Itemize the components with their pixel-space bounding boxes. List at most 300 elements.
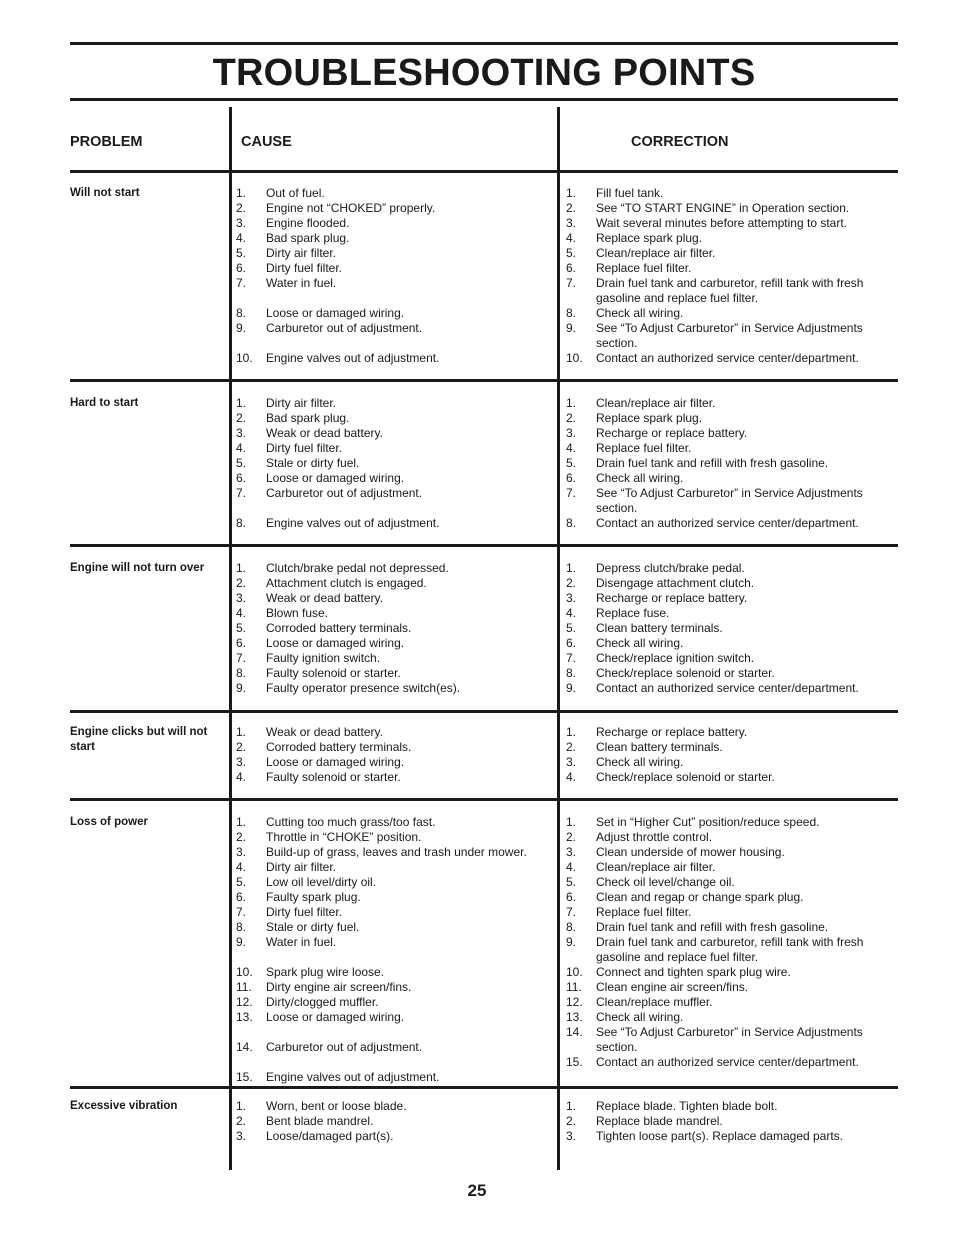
item-number: 4. <box>236 606 247 620</box>
item-text: Worn, bent or loose blade. <box>266 1099 407 1113</box>
cause-item <box>236 920 554 935</box>
correction-item <box>566 591 896 606</box>
title-rule <box>70 98 898 101</box>
item-number: 4. <box>566 606 577 620</box>
item-text: Set in “Higher Cut” position/reduce speed. <box>596 815 820 829</box>
correction-item <box>566 351 896 366</box>
item-number: 5. <box>236 875 247 889</box>
item-number: 7. <box>236 905 247 919</box>
item-text: Stale or dirty fuel. <box>266 920 360 934</box>
item-number: 1. <box>566 1099 577 1113</box>
item-text: Recharge or replace battery. <box>596 725 748 739</box>
item-text: Engine not “CHOKED” properly. <box>266 201 436 215</box>
item-text: Engine valves out of adjustment. <box>266 1070 440 1084</box>
correction-list <box>566 725 896 785</box>
item-number: 7. <box>236 276 247 290</box>
cause-item <box>236 725 554 740</box>
correction-item <box>566 651 896 666</box>
item-number: 6. <box>566 471 577 485</box>
item-number: 4. <box>566 770 577 784</box>
cause-item <box>236 231 554 246</box>
item-number: 7. <box>566 276 577 290</box>
item-text: Check oil level/change oil. <box>596 875 735 889</box>
item-number: 1. <box>566 815 577 829</box>
correction-item <box>566 411 896 426</box>
item-text: See “TO START ENGINE” in Operation section. <box>596 201 850 215</box>
correction-item <box>566 246 896 261</box>
item-number: 1. <box>236 561 247 575</box>
item-text: Clean battery terminals. <box>596 740 723 754</box>
item-number: 8. <box>236 920 247 934</box>
column-divider-correction <box>557 107 560 1170</box>
item-number: 5. <box>566 621 577 635</box>
item-number: 3. <box>566 755 577 769</box>
item-text: Contact an authorized service center/department. <box>596 681 859 695</box>
correction-item <box>566 920 896 935</box>
item-text: Contact an authorized service center/department. <box>596 516 859 530</box>
item-number: 4. <box>566 860 577 874</box>
cause-item <box>236 201 554 216</box>
cause-item <box>236 471 554 486</box>
item-text: Recharge or replace battery. <box>596 426 748 440</box>
item-number: 4. <box>236 441 247 455</box>
item-number: 2. <box>566 830 577 844</box>
correction-item <box>566 276 896 306</box>
correction-item <box>566 426 896 441</box>
cause-item <box>236 351 554 366</box>
item-text: Check all wiring. <box>596 636 684 650</box>
correction-item <box>566 681 896 696</box>
item-number: 11. <box>566 980 582 994</box>
item-number: 8. <box>566 920 577 934</box>
item-text: Loose or damaged wiring. <box>266 471 405 485</box>
cause-item <box>236 740 554 755</box>
cause-item <box>236 456 554 471</box>
item-text: Replace fuse. <box>596 606 670 620</box>
correction-item <box>566 980 896 995</box>
item-text: Depress clutch/brake pedal. <box>596 561 745 575</box>
cause-item <box>236 1070 554 1085</box>
item-number: 1. <box>236 725 247 739</box>
item-number: 8. <box>236 306 247 320</box>
item-text: Connect and tighten spark plug wire. <box>596 965 791 979</box>
item-text: Wait several minutes before attempting to start. <box>596 216 847 230</box>
item-text: Water in fuel. <box>266 276 337 290</box>
item-text: Corroded battery terminals. <box>266 740 412 754</box>
item-text: Loose or damaged wiring. <box>266 755 405 769</box>
page-number: 25 <box>467 1181 487 1200</box>
item-text: Dirty engine air screen/fins. <box>266 980 412 994</box>
cause-item <box>236 1040 554 1055</box>
correction-list <box>566 186 896 366</box>
item-number: 10. <box>566 351 583 365</box>
item-number: 9. <box>566 681 577 695</box>
item-number: 2. <box>566 411 577 425</box>
correction-item <box>566 995 896 1010</box>
item-text: Faulty ignition switch. <box>266 651 381 665</box>
item-text: Loose/damaged part(s). <box>266 1129 394 1143</box>
correction-item <box>566 186 896 201</box>
item-number: 9. <box>236 935 247 949</box>
correction-item <box>566 890 896 905</box>
item-number: 12. <box>236 995 253 1009</box>
item-number: 8. <box>566 306 577 320</box>
correction-item <box>566 1025 896 1055</box>
item-number: 14. <box>566 1025 583 1039</box>
item-number: 2. <box>566 201 577 215</box>
item-text: Adjust throttle control. <box>596 830 713 844</box>
item-text: Clean/replace air filter. <box>596 396 716 410</box>
item-number: 8. <box>236 666 247 680</box>
item-number: 9. <box>236 321 247 335</box>
cause-item <box>236 216 554 231</box>
item-number: 6. <box>236 471 247 485</box>
item-number: 1. <box>236 396 247 410</box>
item-text: Check all wiring. <box>596 755 684 769</box>
item-text: Clean engine air screen/fins. <box>596 980 749 994</box>
cause-item <box>236 830 554 845</box>
correction-item <box>566 815 896 830</box>
item-number: 6. <box>566 636 577 650</box>
item-text: Check all wiring. <box>596 306 684 320</box>
item-text: Corroded battery terminals. <box>266 621 412 635</box>
item-text: Check/replace solenoid or starter. <box>596 666 775 680</box>
correction-item <box>566 516 896 531</box>
correction-item <box>566 486 896 516</box>
cause-item <box>236 576 554 591</box>
item-number: 6. <box>236 890 247 904</box>
item-text: Replace spark plug. <box>596 231 703 245</box>
item-text: Water in fuel. <box>266 935 337 949</box>
item-number: 8. <box>566 516 577 530</box>
item-number: 4. <box>236 231 247 245</box>
cause-item <box>236 666 554 681</box>
item-text: Replace fuel filter. <box>596 261 692 275</box>
cause-item <box>236 651 554 666</box>
correction-item <box>566 471 896 486</box>
column-divider-cause <box>229 107 232 1170</box>
item-number: 15. <box>236 1070 253 1084</box>
item-text: Weak or dead battery. <box>266 591 383 605</box>
correction-item <box>566 740 896 755</box>
item-number: 1. <box>566 561 577 575</box>
item-text: Carburetor out of adjustment. <box>266 1040 423 1054</box>
problem-label: Loss of power <box>70 816 148 828</box>
item-text: See “To Adjust Carburetor” in Service Adjustments section. <box>596 1025 863 1054</box>
item-text: Engine valves out of adjustment. <box>266 516 440 530</box>
item-number: 2. <box>236 1114 247 1128</box>
item-text: Disengage attachment clutch. <box>596 576 755 590</box>
item-number: 5. <box>566 246 577 260</box>
item-text: Faulty solenoid or starter. <box>266 666 401 680</box>
correction-item <box>566 725 896 740</box>
item-number: 14. <box>236 1040 253 1054</box>
item-number: 4. <box>566 231 577 245</box>
correction-list <box>566 1099 896 1144</box>
item-text: Engine flooded. <box>266 216 350 230</box>
cause-list <box>236 815 554 1085</box>
item-number: 2. <box>566 740 577 754</box>
correction-list <box>566 396 896 531</box>
item-number: 10. <box>566 965 583 979</box>
cause-item <box>236 1099 554 1114</box>
item-text: Loose or damaged wiring. <box>266 1010 405 1024</box>
correction-item <box>566 216 896 231</box>
item-text: Replace spark plug. <box>596 411 703 425</box>
cause-item <box>236 486 554 501</box>
cause-item <box>236 905 554 920</box>
correction-list <box>566 815 896 1070</box>
item-number: 11. <box>236 980 252 994</box>
item-text: Clean underside of mower housing. <box>596 845 785 859</box>
item-text: Clean battery terminals. <box>596 621 723 635</box>
item-number: 1. <box>236 1099 247 1113</box>
cause-item <box>236 890 554 905</box>
item-number: 2. <box>236 740 247 754</box>
item-number: 6. <box>236 261 247 275</box>
item-number: 8. <box>566 666 577 680</box>
item-number: 9. <box>236 681 247 695</box>
item-number: 6. <box>566 890 577 904</box>
item-text: Dirty air filter. <box>266 246 337 260</box>
item-number: 7. <box>566 905 577 919</box>
item-number: 4. <box>236 770 247 784</box>
cause-item <box>236 276 554 291</box>
item-number: 3. <box>566 216 577 230</box>
cause-item <box>236 755 554 770</box>
item-text: Drain fuel tank and refill with fresh gasoline. <box>596 456 829 470</box>
section-separator <box>70 379 898 382</box>
correction-item <box>566 561 896 576</box>
problem-label: Engine will not turn over <box>70 562 205 574</box>
item-text: Throttle in “CHOKE” position. <box>266 830 422 844</box>
cause-list <box>236 561 554 696</box>
item-number: 1. <box>566 186 577 200</box>
item-text: See “To Adjust Carburetor” in Service Adjustments section. <box>596 321 863 350</box>
correction-item <box>566 606 896 621</box>
top-rule <box>70 42 898 45</box>
item-text: Drain fuel tank and carburetor, refill tank with fresh gasoline and replace fuel filter. <box>596 276 864 305</box>
item-text: Bad spark plug. <box>266 411 350 425</box>
item-number: 7. <box>236 486 247 500</box>
cause-item <box>236 980 554 995</box>
item-text: Tighten loose part(s). Replace damaged parts. <box>596 1129 844 1143</box>
section-separator <box>70 798 898 801</box>
section-separator <box>70 1086 898 1089</box>
item-number: 9. <box>566 321 577 335</box>
cause-item <box>236 396 554 411</box>
item-text: Faulty operator presence switch(es). <box>266 681 461 695</box>
correction-item <box>566 905 896 920</box>
item-text: Contact an authorized service center/department. <box>596 351 859 365</box>
item-number: 13. <box>566 1010 583 1024</box>
header-problem: PROBLEM <box>70 134 143 150</box>
cause-item <box>236 441 554 456</box>
correction-item <box>566 201 896 216</box>
header-separator <box>70 170 898 173</box>
item-text: Weak or dead battery. <box>266 725 383 739</box>
cause-item <box>236 636 554 651</box>
problem-label: Excessive vibration <box>70 1100 178 1112</box>
item-number: 5. <box>236 246 247 260</box>
cause-item <box>236 621 554 636</box>
item-number: 13. <box>236 1010 253 1024</box>
item-text: Clean/replace air filter. <box>596 860 716 874</box>
cause-item <box>236 860 554 875</box>
cause-item <box>236 681 554 696</box>
item-number: 12. <box>566 995 583 1009</box>
correction-item <box>566 1099 896 1114</box>
item-text: Replace blade. Tighten blade bolt. <box>596 1099 778 1113</box>
item-number: 1. <box>236 815 247 829</box>
item-number: 3. <box>566 426 577 440</box>
correction-item <box>566 1055 896 1070</box>
item-number: 3. <box>236 216 247 230</box>
item-number: 2. <box>236 830 247 844</box>
cause-item <box>236 561 554 576</box>
cause-item <box>236 516 554 531</box>
cause-item <box>236 426 554 441</box>
problem-label: Will not start <box>70 187 140 199</box>
cause-item <box>236 815 554 830</box>
item-number: 4. <box>566 441 577 455</box>
item-number: 1. <box>566 725 577 739</box>
item-number: 1. <box>236 186 247 200</box>
item-number: 3. <box>566 591 577 605</box>
item-number: 5. <box>236 621 247 635</box>
header-correction: CORRECTION <box>631 134 729 150</box>
item-text: Replace fuel filter. <box>596 441 692 455</box>
item-number: 2. <box>566 1114 577 1128</box>
cause-list <box>236 1099 554 1144</box>
correction-item <box>566 321 896 351</box>
item-number: 5. <box>566 456 577 470</box>
correction-item <box>566 860 896 875</box>
item-number: 3. <box>236 845 247 859</box>
cause-item <box>236 875 554 890</box>
correction-item <box>566 306 896 321</box>
item-number: 1. <box>566 396 577 410</box>
cause-item <box>236 591 554 606</box>
cause-item <box>236 606 554 621</box>
item-number: 2. <box>236 411 247 425</box>
item-number: 6. <box>236 636 247 650</box>
item-text: Replace blade mandrel. <box>596 1114 723 1128</box>
cause-item <box>236 770 554 785</box>
item-text: Engine valves out of adjustment. <box>266 351 440 365</box>
item-text: Out of fuel. <box>266 186 325 200</box>
correction-item <box>566 1129 896 1144</box>
item-text: Stale or dirty fuel. <box>266 456 360 470</box>
item-text: Faulty spark plug. <box>266 890 361 904</box>
correction-item <box>566 935 896 965</box>
item-number: 5. <box>566 875 577 889</box>
item-number: 4. <box>236 860 247 874</box>
page-title: TROUBLESHOOTING POINTS <box>212 52 756 94</box>
cause-item <box>236 1114 554 1129</box>
cause-item <box>236 321 554 336</box>
section-separator <box>70 544 898 547</box>
item-number: 3. <box>236 591 247 605</box>
cause-item <box>236 186 554 201</box>
item-text: Loose or damaged wiring. <box>266 636 405 650</box>
item-text: Recharge or replace battery. <box>596 591 748 605</box>
item-number: 3. <box>236 426 247 440</box>
item-text: Clean/replace air filter. <box>596 246 716 260</box>
item-number: 10. <box>236 965 253 979</box>
correction-item <box>566 1114 896 1129</box>
item-text: Carburetor out of adjustment. <box>266 486 423 500</box>
correction-item <box>566 770 896 785</box>
item-number: 3. <box>566 845 577 859</box>
item-text: Dirty fuel filter. <box>266 261 343 275</box>
item-text: Weak or dead battery. <box>266 426 383 440</box>
item-number: 3. <box>236 755 247 769</box>
item-number: 15. <box>566 1055 583 1069</box>
item-number: 7. <box>236 651 247 665</box>
correction-item <box>566 576 896 591</box>
item-number: 9. <box>566 935 577 949</box>
item-text: Dirty fuel filter. <box>266 441 343 455</box>
correction-item <box>566 755 896 770</box>
item-text: Carburetor out of adjustment. <box>266 321 423 335</box>
cause-item <box>236 965 554 980</box>
item-number: 10. <box>236 351 253 365</box>
cause-item <box>236 995 554 1010</box>
item-text: Cutting too much grass/too fast. <box>266 815 436 829</box>
cause-item <box>236 246 554 261</box>
item-text: Low oil level/dirty oil. <box>266 875 377 889</box>
item-text: Contact an authorized service center/department. <box>596 1055 859 1069</box>
item-text: Dirty fuel filter. <box>266 905 343 919</box>
correction-item <box>566 231 896 246</box>
item-number: 7. <box>566 486 577 500</box>
item-text: Bent blade mandrel. <box>266 1114 374 1128</box>
correction-item <box>566 875 896 890</box>
item-text: Clean and regap or change spark plug. <box>596 890 804 904</box>
item-text: Spark plug wire loose. <box>266 965 385 979</box>
cause-item <box>236 1010 554 1025</box>
item-text: Bad spark plug. <box>266 231 350 245</box>
item-text: Dirty/clogged muffler. <box>266 995 379 1009</box>
item-text: Loose or damaged wiring. <box>266 306 405 320</box>
cause-item <box>236 1129 554 1144</box>
cause-item <box>236 306 554 321</box>
item-text: Clean/replace muffler. <box>596 995 713 1009</box>
item-number: 3. <box>236 1129 247 1143</box>
item-text: Drain fuel tank and refill with fresh gasoline. <box>596 920 829 934</box>
item-number: 2. <box>236 201 247 215</box>
problem-label: Engine clicks but will not start <box>70 726 208 753</box>
item-text: Drain fuel tank and carburetor, refill tank with fresh gasoline and replace fuel filter. <box>596 935 864 964</box>
correction-list <box>566 561 896 696</box>
correction-item <box>566 830 896 845</box>
item-text: Replace fuel filter. <box>596 905 692 919</box>
item-number: 2. <box>236 576 247 590</box>
item-number: 2. <box>566 576 577 590</box>
correction-item <box>566 845 896 860</box>
section-separator <box>70 710 898 713</box>
item-number: 6. <box>566 261 577 275</box>
item-number: 8. <box>236 516 247 530</box>
item-text: Clutch/brake pedal not depressed. <box>266 561 449 575</box>
item-text: Blown fuse. <box>266 606 329 620</box>
item-number: 7. <box>566 651 577 665</box>
item-text: Check all wiring. <box>596 471 684 485</box>
cause-item <box>236 935 554 950</box>
item-number: 5. <box>236 456 247 470</box>
correction-item <box>566 1010 896 1025</box>
